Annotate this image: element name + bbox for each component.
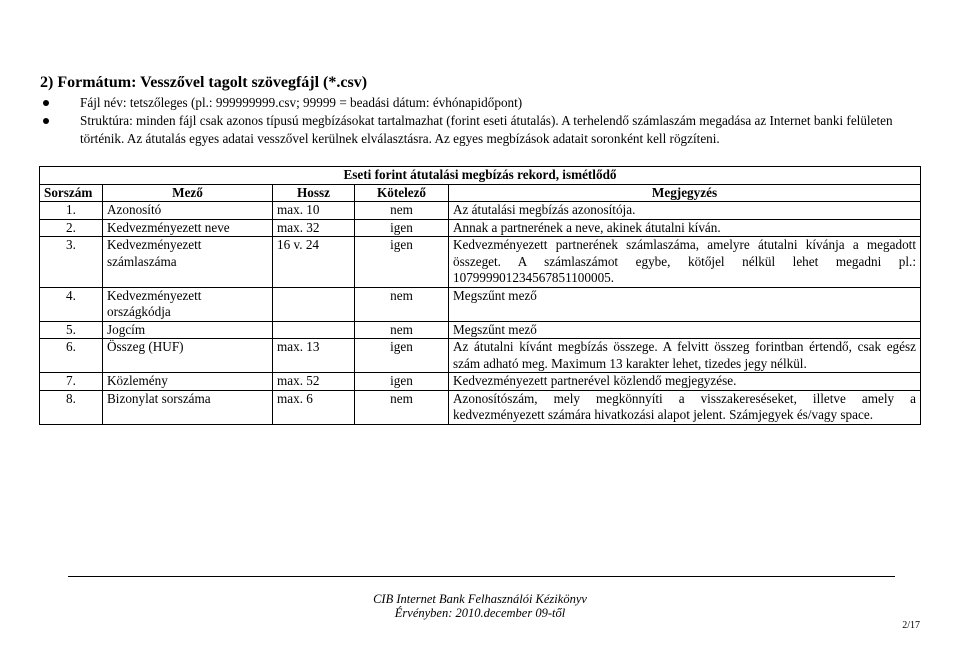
table-row bbox=[40, 390, 921, 424]
cell-length bbox=[273, 321, 355, 339]
cell-note: Annak a partnerének a neve, akinek átutalni kíván. bbox=[449, 219, 921, 237]
cell-field: Összeg (HUF) bbox=[103, 339, 273, 373]
cell-required: nem bbox=[355, 287, 449, 321]
footer-divider bbox=[68, 576, 895, 577]
cell-length: max. 13 bbox=[273, 339, 355, 373]
table-row bbox=[40, 339, 921, 373]
cell-no: 4. bbox=[40, 287, 103, 321]
cell-field: Jogcím bbox=[103, 321, 273, 339]
cell-required: igen bbox=[355, 237, 449, 288]
cell-field: Azonosító bbox=[103, 202, 273, 220]
cell-no: 6. bbox=[40, 339, 103, 373]
record-table bbox=[39, 166, 921, 425]
header-required: Kötelező bbox=[355, 184, 449, 202]
cell-required: igen bbox=[355, 219, 449, 237]
table-row bbox=[40, 321, 921, 339]
cell-no: 5. bbox=[40, 321, 103, 339]
cell-note: Kedvezményezett partnerével közlendő megjegyzése. bbox=[449, 373, 921, 391]
cell-length bbox=[273, 287, 355, 321]
cell-length: 16 v. 24 bbox=[273, 237, 355, 288]
header-length: Hossz bbox=[273, 184, 355, 202]
bullet-list bbox=[40, 94, 920, 148]
bullet-filename: Fájl név: tetszőleges (pl.: 999999999.csv; 99999 = beadási dátum: évhónapidőpont) bbox=[40, 94, 920, 112]
cell-note: Az átutalási megbízás azonosítója. bbox=[449, 202, 921, 220]
footer-manual-title: CIB Internet Bank Felhasználói Kézikönyv bbox=[373, 592, 587, 606]
header-note: Megjegyzés bbox=[449, 184, 921, 202]
cell-required: nem bbox=[355, 321, 449, 339]
cell-no: 1. bbox=[40, 202, 103, 220]
cell-no: 7. bbox=[40, 373, 103, 391]
table-title: Eseti forint átutalási megbízás rekord, ismétlődő bbox=[40, 167, 921, 185]
cell-field: Kedvezményezett számlaszáma bbox=[103, 237, 273, 288]
cell-length: max. 10 bbox=[273, 202, 355, 220]
cell-no: 8. bbox=[40, 390, 103, 424]
table-row bbox=[40, 373, 921, 391]
cell-field: Kedvezményezett országkódja bbox=[103, 287, 273, 321]
cell-field: Közlemény bbox=[103, 373, 273, 391]
cell-note: Azonosítószám, mely megkönnyíti a visszakereséseket, illetve amely a kedvezményezett számára hivatkozási alapot jelent. Számjegyek és/vagy space. bbox=[449, 390, 921, 424]
cell-required: igen bbox=[355, 373, 449, 391]
bullet-structure: Struktúra: minden fájl csak azonos típusú megbízásokat tartalmazhat (forint eseti átutalás). A terhelendő számlaszám megadása az Internet banki felületen történik. Az átutalás egyes adatai vesszővel kerülnek elválasztásra. Az egyes megbízások adatait soronként kell rögzíteni. bbox=[40, 112, 920, 148]
cell-field: Bizonylat sorszáma bbox=[103, 390, 273, 424]
page-number: 2/17 bbox=[902, 620, 920, 631]
cell-no: 3. bbox=[40, 237, 103, 288]
cell-no: 2. bbox=[40, 219, 103, 237]
cell-required: nem bbox=[355, 390, 449, 424]
header-field: Mező bbox=[103, 184, 273, 202]
table-title-row bbox=[40, 167, 921, 185]
table-header-row bbox=[40, 184, 921, 202]
table-row bbox=[40, 287, 921, 321]
cell-required: igen bbox=[355, 339, 449, 373]
cell-note: Megszűnt mező bbox=[449, 287, 921, 321]
cell-field: Kedvezményezett neve bbox=[103, 219, 273, 237]
header-no: Sorszám bbox=[40, 184, 103, 202]
cell-note: Kedvezményezett partnerének számlaszáma, amelyre átutalni kívánja a megadott összeget. A számlaszámot egybe, kötőjel nélkül lehet megadni pl.: 107999901234567851100005. bbox=[449, 237, 921, 288]
cell-required: nem bbox=[355, 202, 449, 220]
table-row bbox=[40, 202, 921, 220]
footer-validity: Érvényben: 2010.december 09-től bbox=[394, 606, 566, 620]
cell-length: max. 32 bbox=[273, 219, 355, 237]
table-row bbox=[40, 237, 921, 288]
cell-note: Megszűnt mező bbox=[449, 321, 921, 339]
cell-length: max. 6 bbox=[273, 390, 355, 424]
cell-length: max. 52 bbox=[273, 373, 355, 391]
section-heading: 2) Formátum: Vesszővel tagolt szövegfájl (*.csv) bbox=[40, 74, 368, 91]
table-row bbox=[40, 219, 921, 237]
cell-note: Az átutalni kívánt megbízás összege. A felvitt összeg forintban értendő, csak egész szám adható meg. Maximum 13 karakter lehet, tizedes jegy nélkül. bbox=[449, 339, 921, 373]
